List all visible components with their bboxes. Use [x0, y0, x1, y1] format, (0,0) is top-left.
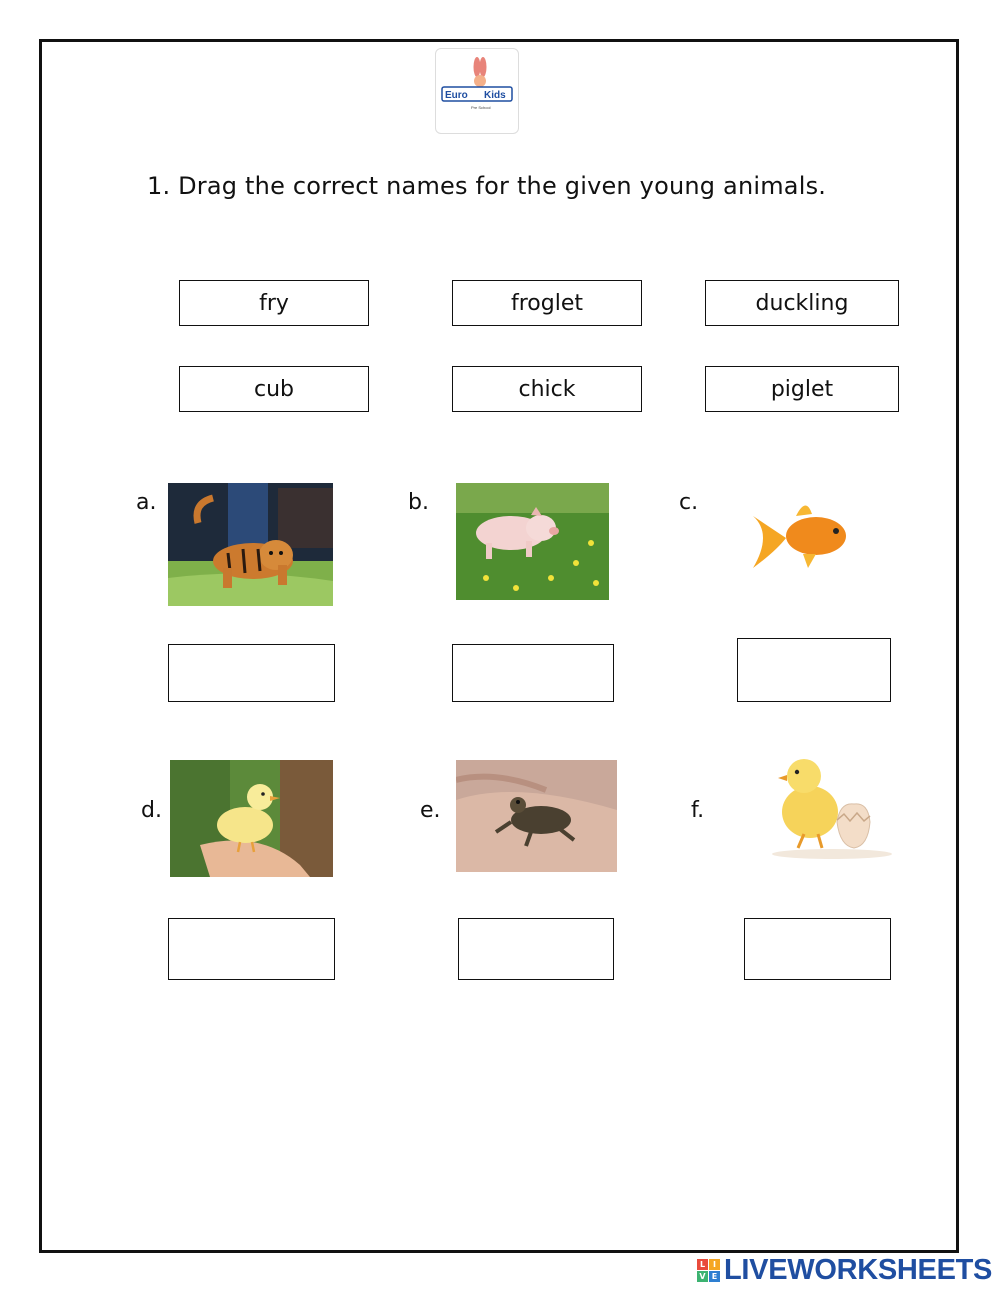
liveworksheets-logo-blocks: [697, 1259, 720, 1282]
item-label-a: a.: [136, 490, 157, 515]
logo-tagline: Pre School: [471, 105, 491, 110]
duckling-image: [170, 760, 333, 877]
frog-image: [456, 760, 617, 872]
answer-box-e[interactable]: [458, 918, 614, 980]
piglet-image: [456, 483, 609, 600]
word-cub[interactable]: cub: [179, 366, 369, 412]
tiger-cub-image: [168, 483, 333, 606]
eurokids-logo: [435, 48, 519, 134]
word-froglet[interactable]: froglet: [452, 280, 642, 326]
logo-block-l: L: [697, 1259, 708, 1270]
answer-box-b[interactable]: [452, 644, 614, 702]
liveworksheets-branding: [697, 1254, 992, 1286]
item-label-f: f.: [691, 798, 705, 823]
goldfish-image: [748, 496, 850, 574]
liveworksheets-wordmark: LIVEWORKSHEETS: [724, 1253, 993, 1286]
word-piglet[interactable]: piglet: [705, 366, 899, 412]
logo-text-left: Euro: [445, 90, 468, 101]
chick-image: [762, 742, 902, 862]
logo-block-i: I: [709, 1259, 720, 1270]
item-label-c: c.: [679, 490, 699, 515]
item-label-d: d.: [141, 798, 162, 823]
word-chick[interactable]: chick: [452, 366, 642, 412]
item-label-e: e.: [420, 798, 441, 823]
logo-text-right: Kids: [484, 90, 506, 101]
answer-box-d[interactable]: [168, 918, 335, 980]
instruction-text: 1. Drag the correct names for the given young animals.: [147, 172, 827, 200]
logo-block-v: V: [697, 1271, 708, 1282]
answer-box-c[interactable]: [737, 638, 891, 702]
item-label-b: b.: [408, 490, 429, 515]
word-fry[interactable]: fry: [179, 280, 369, 326]
answer-box-f[interactable]: [744, 918, 891, 980]
word-duckling[interactable]: duckling: [705, 280, 899, 326]
answer-box-a[interactable]: [168, 644, 335, 702]
logo-block-e: E: [709, 1271, 720, 1282]
